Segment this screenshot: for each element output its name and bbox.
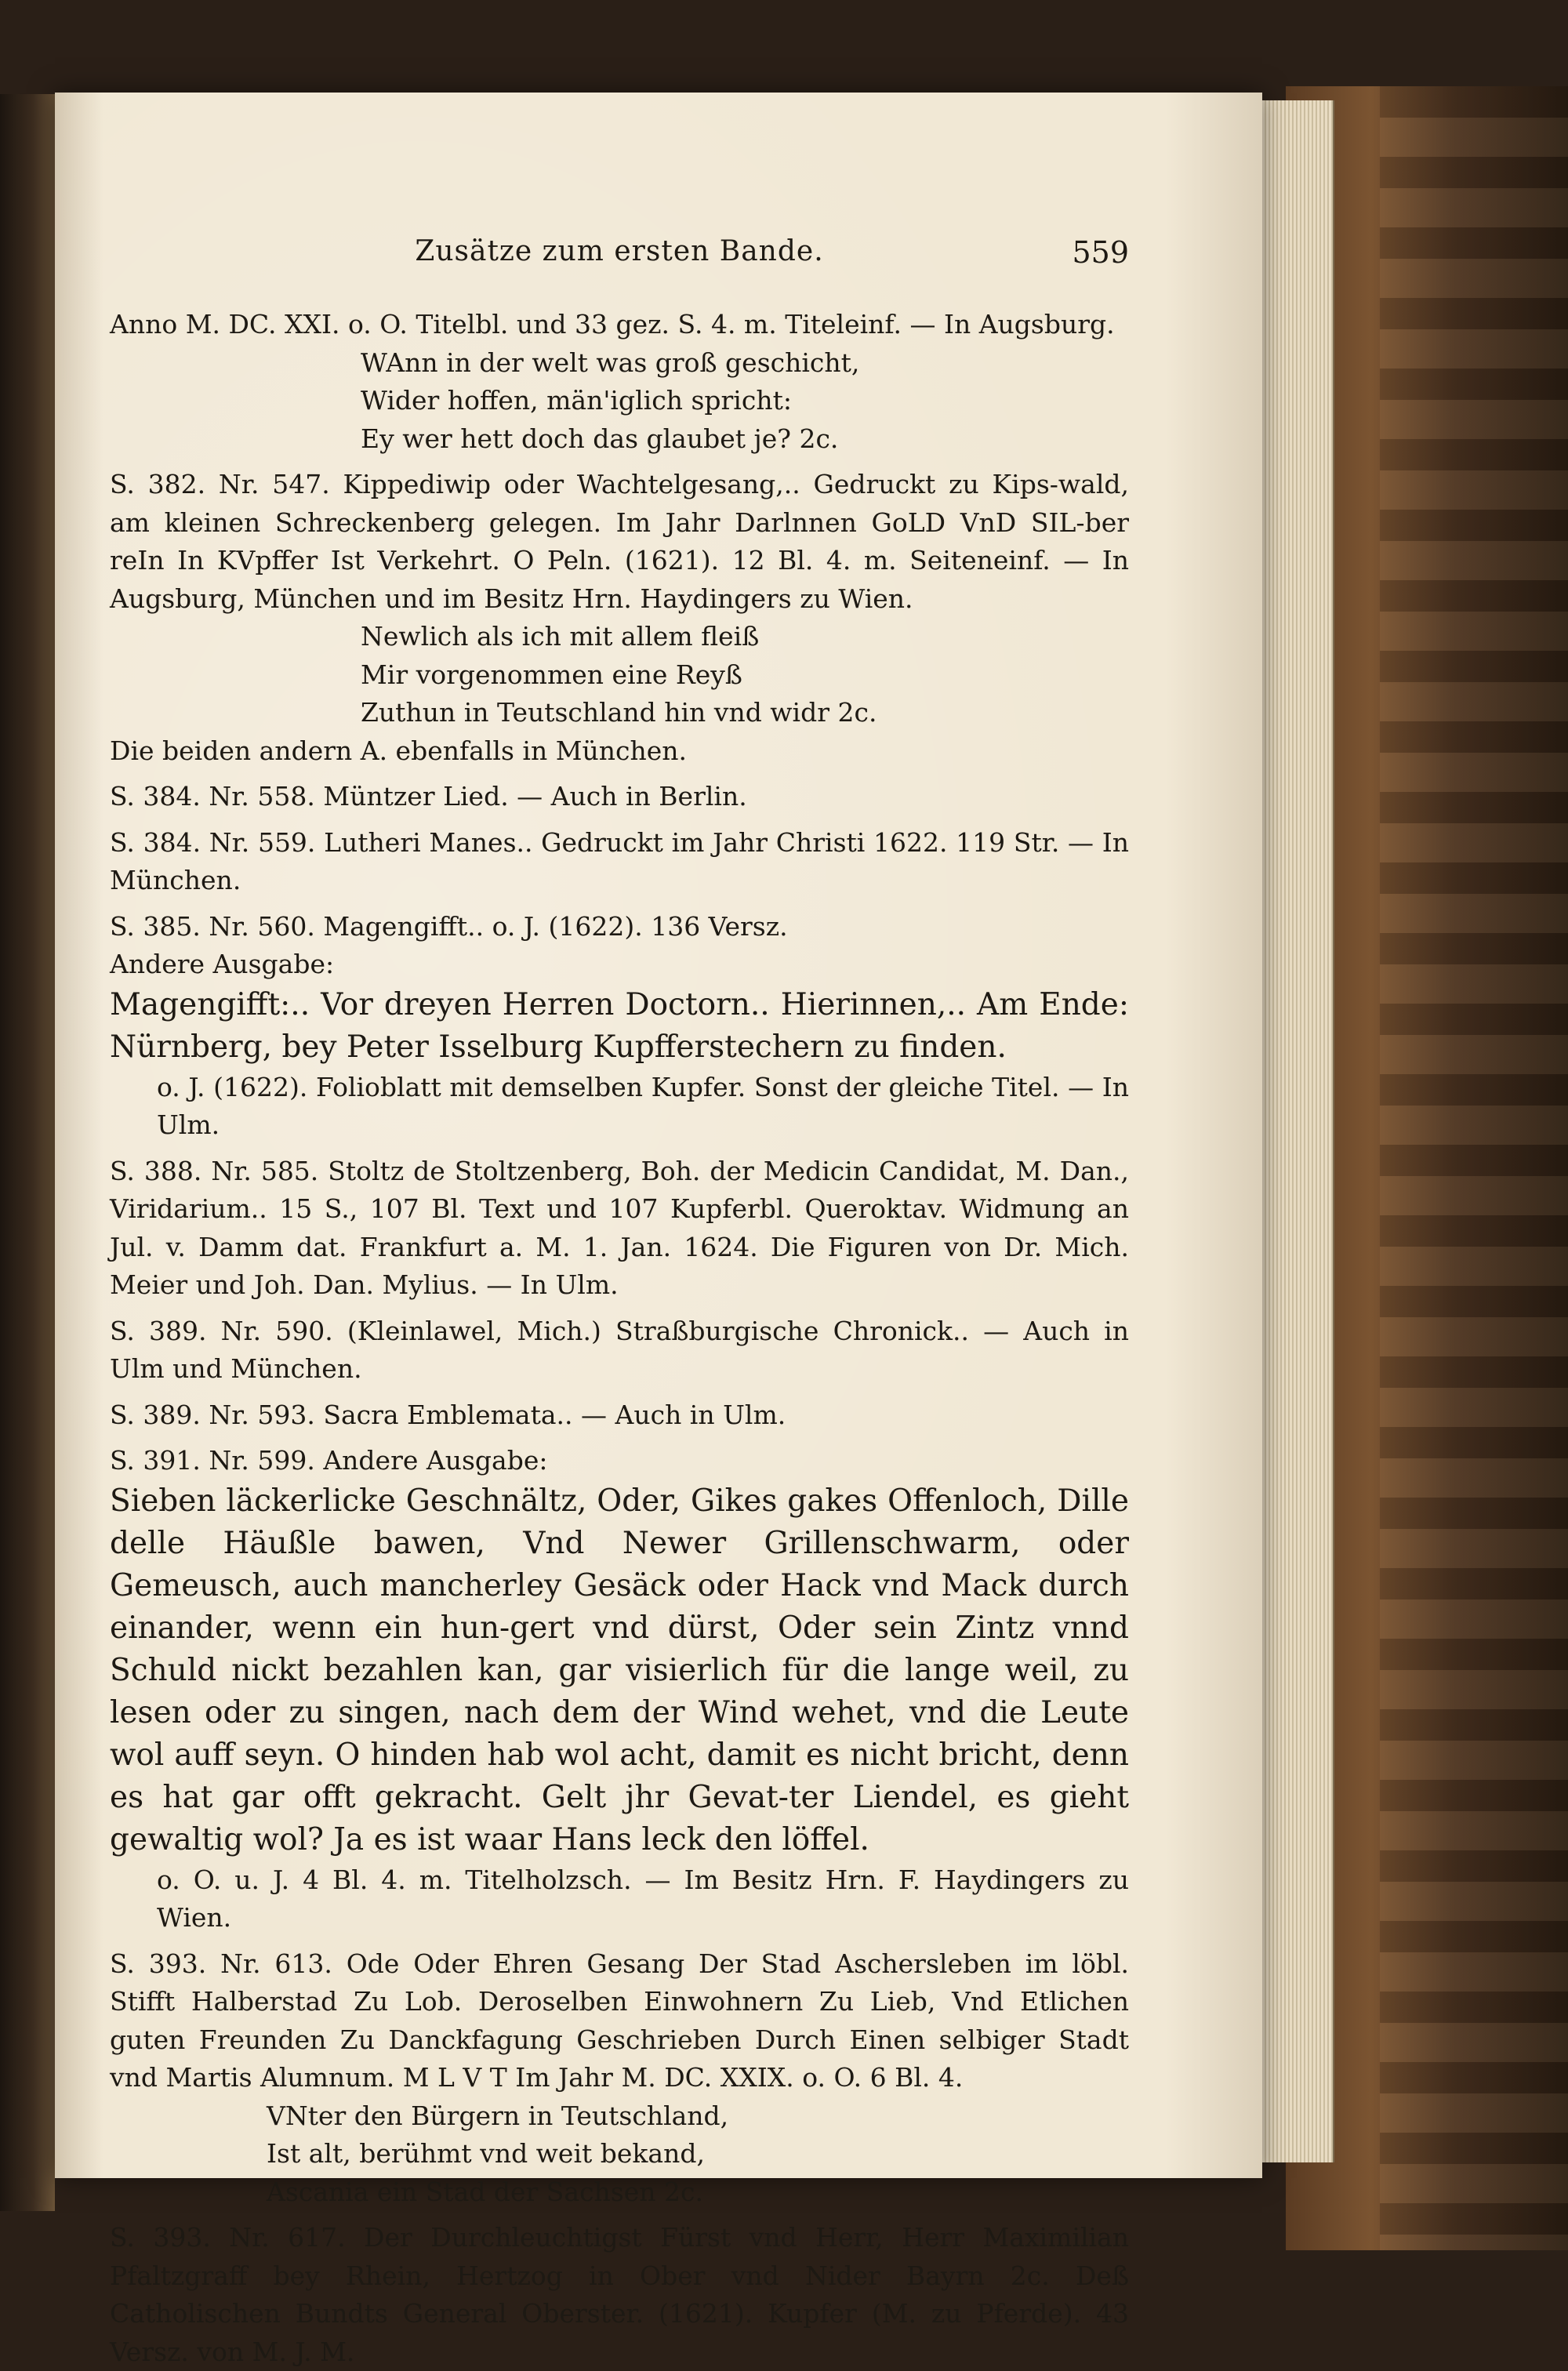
paragraph: S. 384. Nr. 558. Müntzer Lied. — Auch in Berlin. (110, 781, 747, 812)
verse-line: Newlich als ich mit allem fleiß (361, 621, 760, 652)
paragraph: o. J. (1622). Folioblatt mit demselben Kupfer. Sonst der gleiche Titel. — In Ulm. (157, 1071, 1129, 1140)
paragraph: S. 393. Nr. 617. Der Durchleuchtigst Fürst vnd Herr, Herr Maximilian Pfaltzgraff bey Rhein, Hertzog in Ober vnd Nider Bayrn 2c. Deß Catholischen Bundts General Oberster. (1621). Kupfer (M. zu Pferde). 43 Versz. von M. J. M. (110, 2222, 1129, 2367)
running-head-title: Zusätze zum ersten Bande. (415, 235, 824, 267)
paragraph: o. O. u. J. 4 Bl. 4. m. Titelholzsch. — Im Besitz Hrn. F. Haydingers zu Wien. (157, 1864, 1129, 1933)
paragraph: S. 391. Nr. 599. Andere Ausgabe: (110, 1445, 548, 1476)
paragraph: S. 389. Nr. 593. Sacra Emblemata.. — Auch in Ulm. (110, 1399, 786, 1430)
paragraph: S. 385. Nr. 560. Magengifft.. o. J. (1622). 136 Versz. (110, 910, 788, 942)
paragraph: S. 388. Nr. 585. Stoltz de Stoltzenberg, Boh. der Medicin Candidat, M. Dan., Viridarium.. 15 S., 107 Bl. Text und 107 Kupferbl. Queroktav. Widmung an Jul. v. Damm dat. Frankfurt a. M. 1. Jan. 1624. Die Figuren von Dr. Mich. Meier und Joh. Dan. Mylius. — In Ulm. (110, 1155, 1129, 1300)
verse-line: Wider hoffen, män'iglich spricht: (361, 385, 792, 416)
paragraph: S. 389. Nr. 590. (Kleinlawel, Mich.) Straßburgische Chronick.. — Auch in Ulm und München. (110, 1315, 1129, 1384)
verse-line: Ey wer hett doch das glaubet je? 2c. (361, 423, 839, 454)
paragraph: S. 382. Nr. 547. Kippediwip oder Wachtelgesang,.. Gedruckt zu Kips-wald, am kleinen Schreckenberg gelegen. Im Jahr Darlnnen GoLD VnD SIL-ber reIn In KVpffer Ist Verkehrt. O Peln. (1621). 12 Bl. 4. m. Seiteneinf. — In Augsburg, München und im Besitz Hrn. Haydingers zu Wien. (110, 469, 1129, 614)
book-gutter (0, 94, 55, 2211)
verse-line: Ist alt, berühmt vnd weit bekand, (267, 2138, 705, 2169)
page-body (110, 306, 1129, 2371)
paragraph: Die beiden andern A. ebenfalls in München. (110, 735, 688, 766)
verse-line: VNter den Bürgern in Teutschland, (267, 2100, 729, 2131)
page-number: 559 (1072, 235, 1129, 270)
paragraph: S. 384. Nr. 559. Lutheri Manes.. Gedruckt im Jahr Christi 1622. 119 Str. — In München. (110, 826, 1129, 895)
verse-line: WAnn in der welt was groß geschicht, (361, 347, 860, 378)
running-head (110, 235, 1129, 282)
title-transcription: Sieben läckerlicke Geschnältz, Oder, Gikes gakes Offenloch, Dille delle Häußle bawen, Vnd Newer Grillenschwarm, oder Gemeusch, auch mancherley Gesäck oder Hack vnd Mack durch einander, wenn ein hun-gert vnd dürst, Oder sein Zintz vnnd Schuld nickt bezahlen kan, gar visierlich für die lange weil, zu lesen oder zu singen, nach dem der Wind wehet, vnd die Leute wol auff seyn. O hinden hab wol acht, damit es nicht bricht, denn es hat gar offt gekracht. Gelt jhr Gevat-ter Liendel, es gieht gewaltig wol? Ja es ist waar Hans leck den löffel. (110, 1483, 1129, 1857)
verse-line: Ascania ein Stad der Sachsen 2c. (267, 2176, 703, 2207)
paragraph: Andere Ausgabe: (110, 949, 335, 979)
verse-line: Zuthun in Teutschland hin vnd widr 2c. (361, 697, 877, 728)
paragraph: Anno M. DC. XXI. o. O. Titelbl. und 33 gez. S. 4. m. Titeleinf. — In Augsburg. (110, 309, 1115, 339)
paragraph: S. 393. Nr. 613. Ode Oder Ehren Gesang Der Stad Aschersleben im löbl. Stifft Halberstad Zu Lob. Deroselben Einwohnern Zu Lieb, Vnd Etlichen guten Freunden Zu Danckfagung Geschrieben Durch Einen selbiger Stadt vnd Martis Alumnum. M L V T Im Jahr M. DC. XXIX. o. O. 6 Bl. 4. (110, 1948, 1129, 2093)
title-transcription: Magengifft:.. Vor dreyen Herren Doctorn.. Hierinnen,.. Am Ende: Nürnberg, bey Peter Isselburg Kupfferstechern zu finden. (110, 986, 1129, 1065)
verse-line: Mir vorgenommen eine Reyß (361, 659, 742, 690)
